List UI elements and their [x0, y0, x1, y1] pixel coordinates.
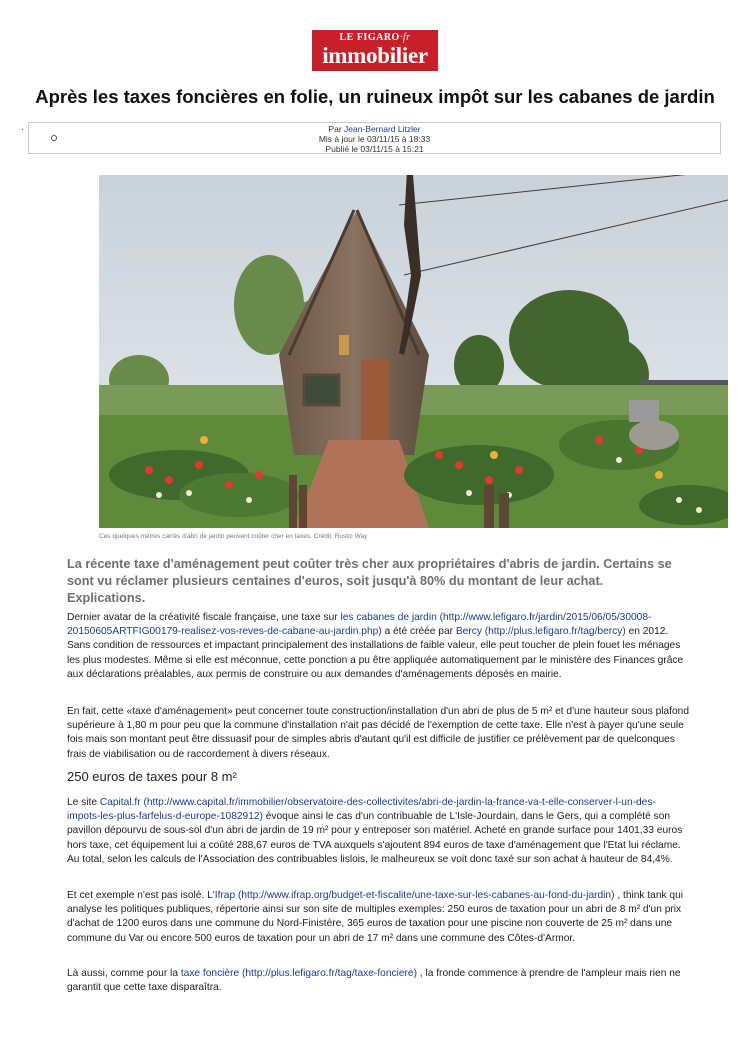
paragraph-4 [67, 889, 689, 946]
published-date: Publié le 03/11/15 à 15:21 [325, 144, 424, 154]
byline-prefix: Par [328, 124, 345, 134]
byline [29, 124, 720, 134]
bullet-dot-icon: · [21, 124, 25, 135]
garden-cabin-illustration [99, 175, 728, 528]
p5-text-2: , la fronde commence à prendre de l'ampleur mais rien ne garantit que cette taxe disparaîtra. [67, 968, 681, 994]
logo-immobilier-text: immobilier [322, 43, 428, 68]
author-link[interactable]: Jean-Bernard Litzler [344, 124, 421, 134]
updated-date: Mis à jour le 03/11/15 à 18:33 [318, 134, 431, 144]
article-meta-box [28, 122, 721, 154]
article-photo [99, 175, 728, 528]
figaro-immobilier-logo[interactable] [312, 30, 438, 71]
photo-caption: Ces quelques mètres carrés d'abri de jardin peuvent coûter cher en taxes. Crédit: Rustic Way [99, 533, 368, 540]
logo-fr-text: ·fr [399, 32, 411, 43]
link-bercy[interactable]: Bercy (http://plus.lefigaro.fr/tag/bercy) [455, 626, 626, 638]
paragraph-5 [67, 967, 689, 995]
article-lead: La récente taxe d'aménagement peut coûter très cher aux propriétaires d'abris de jardin. Certains se sont vu réclamer plusieurs centaines d'euros, soit jusqu'à 80% du montant de leur achat. Explications. [67, 557, 672, 605]
p3-text-2: évoque ainsi le cas d'un contribuable de L'Isle-Jourdain, dans le Gers, qui a complété son pavillon dépourvu de sous-sol d'un abri de jardin de 19 m² pour y entreposer son matériel. Acheté en grande surface pour 1401,33 euros hors taxe, cet équipement lui a coûté 288,67 euros de TVA auxquels s'ajoutent 894 euros de taxe d'aménagement que l'Etat lui réclame. Au total, selon les calculs de l'Association des contribuables lislois, le malheureux se voit donc taxé sur son achat à hauteur de 84,4%. [67, 811, 683, 865]
logo-top-line [312, 30, 438, 44]
link-ifrap[interactable]: Ifrap (http://www.ifrap.org/budget-et-fiscalite/une-taxe-sur-les-cabanes-au-fond-du-jardin) [214, 890, 615, 901]
link-capital[interactable]: Capital.fr (http://www.capital.fr/immobilier/observatoire-des-collectivites/abri-de-jardin-la-france-va-t-elle-conserver-l-un-des-impots-les-plus-farfelus-d-europe-1082912) [67, 797, 656, 823]
p4-text-1: Et cet exemple n'est pas isolé. L' [67, 890, 215, 901]
p1-text-3: en 2012. Sans condition de ressources et impactant principalement des installations de faible valeur, elle peut toucher de plein fouet les ménages les plus modestes. Même si elle est méconnue, cette ponction a pu être appliquée automatiquement par le ministère des Finances grâce aux déclarations préalables, aux permis de construire ou aux demandes d'aménagements déposés en mairie. [67, 626, 684, 680]
p5-text-1: Là aussi, comme pour la [67, 968, 181, 979]
paragraph-1 [67, 611, 689, 682]
link-taxe-fonciere[interactable]: taxe foncière (http://plus.lefigaro.fr/tag/taxe-fonciere) [180, 968, 417, 979]
link-cabanes-de-jardin[interactable]: les cabanes de jardin (http://www.lefigaro.fr/jardin/2015/06/05/30008-20150605ARTFIG00179-realisez-vos-reves-de-cabane-au-jardin.php) [67, 612, 652, 638]
section-subheading: 250 euros de taxes pour 8 m² [67, 769, 237, 784]
paragraph-2: En fait, cette «taxe d'aménagement» peut concerner toute construction/installation d'un abri de plus de 5 m² et d'une hauteur sous plafond supérieure à 1,80 m pour peu que la commune d'installation n'ait pas décidé de l'exemption de cette taxe. Elle n'est à payer qu'une seule fois mais son montant peut être dissuasif pour de simples abris d'autant qu'il est difficile de justifier ce prélèvement par de quelconques frais de viabilisation ou de raccordement à divers réseaux. [67, 706, 690, 760]
article-meta-lines [29, 124, 720, 154]
p1-text-2: a été créée par [381, 626, 456, 638]
paragraph-3 [67, 796, 689, 867]
p3-text-1: Le site [67, 797, 100, 808]
logo-figaro-text: LE FIGARO [339, 32, 400, 43]
p1-text-1: Dernier avatar de la créativité fiscale française, une taxe sur [67, 612, 341, 623]
p4-text-2: , think tank qui analyse les politiques publiques, répertorie ainsi sur son site de multiples exemples: 250 euros de taxation pour un abri de 8 m² d'un prix d'achat de 1200 euros dans une commune du Nord-Finistère, 365 euros de taxation pour une piscine non couverte de 25 m² dans une commune du Var ou encore 500 euros de taxation pour un abri de 17 m² dans une commune des Côtes-d'Armor. [67, 890, 684, 944]
article-headline: Après les taxes foncières en folie, un ruineux impôt sur les cabanes de jardin [35, 86, 715, 107]
